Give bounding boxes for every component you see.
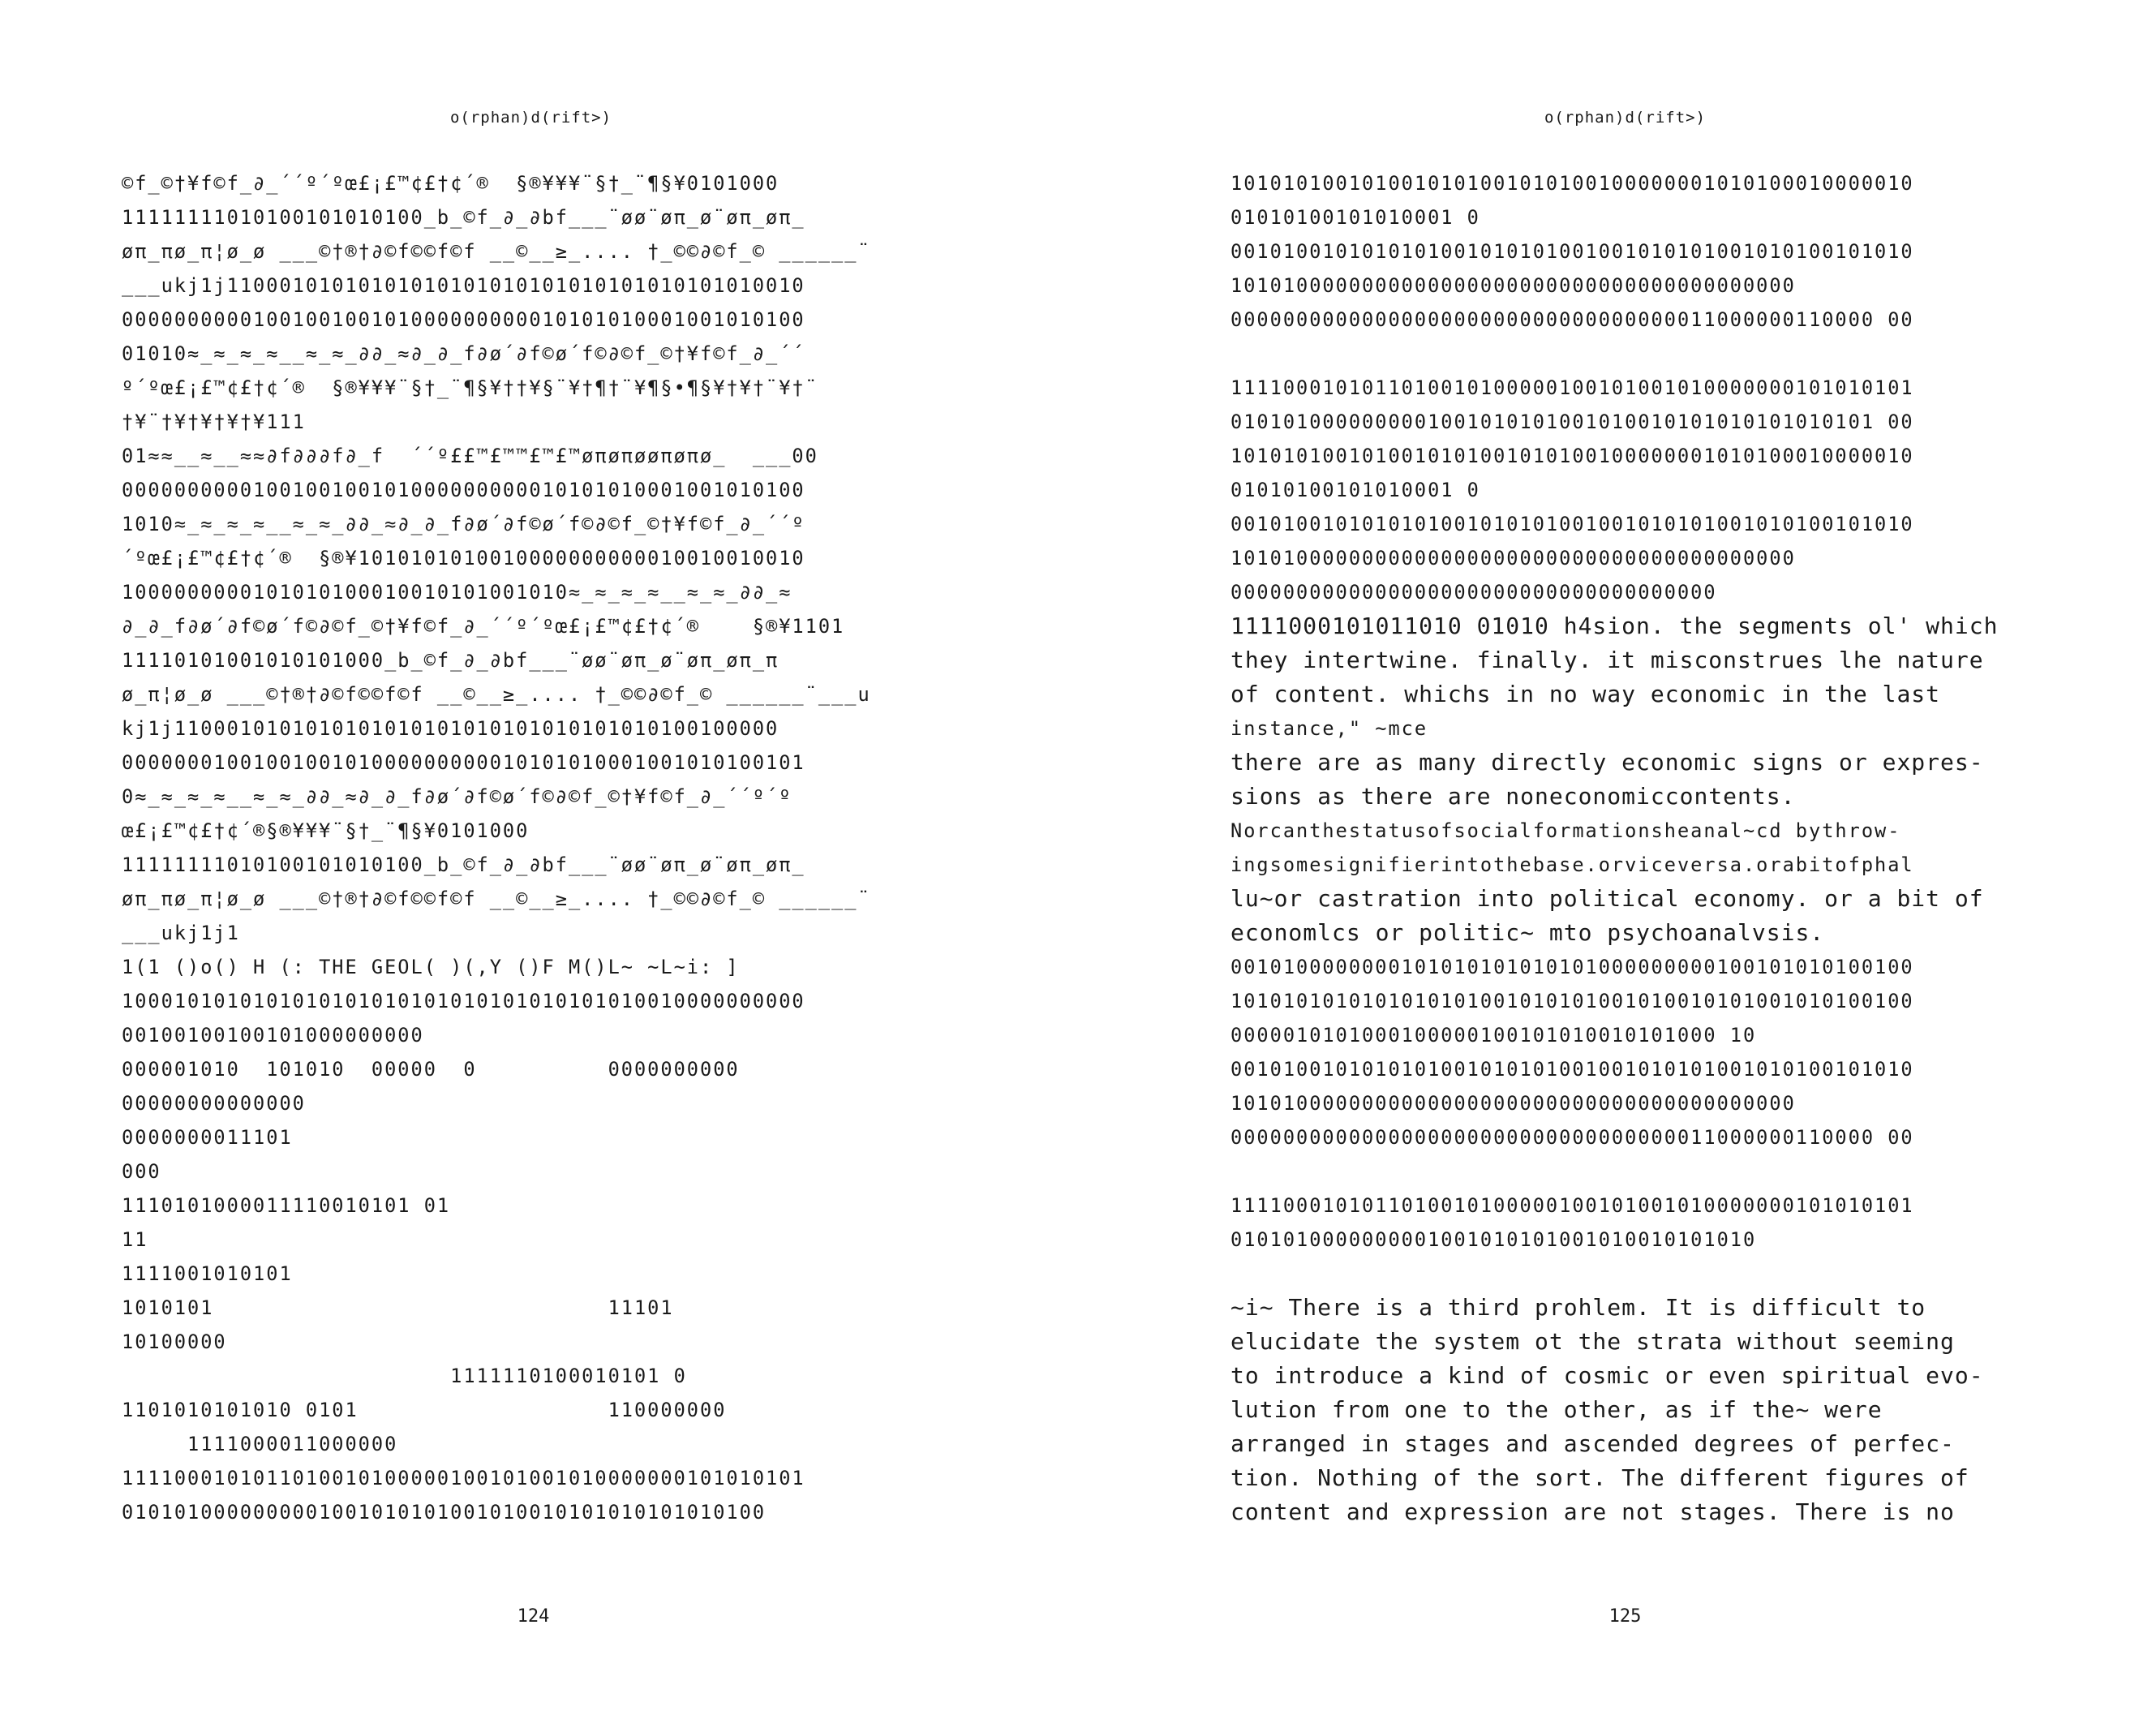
text-line: 000001010 101010 00000 0 0000000000 (122, 1058, 740, 1081)
text-line: ingsomesignifierintothebase.orviceversa.orabitofphal (1230, 853, 1914, 876)
text-line: 1000000000101010100010010101001010≈_≈_≈_≈__≈_≈_∂∂_≈ (122, 581, 792, 604)
text-line: content and expression are not stages. There is no (1230, 1498, 1955, 1525)
text-line: 1111110100010101 0 (122, 1365, 687, 1387)
text-line (1230, 337, 2066, 371)
text-line: 0000000000000000000000000000000000000 (1230, 581, 1717, 604)
text-line: arranged in stages and ascended degrees of perfec- (1230, 1430, 1955, 1457)
text-line: 0000010101000100000100101010010101000 10 (1230, 1024, 1757, 1047)
text-line: 1010100000000000000000000000000000000000000 (1230, 274, 1796, 297)
text-line: 1010101 11101 (122, 1296, 674, 1319)
text-line: œ£¡£™¢£†¢´®§®¥¥¥¨§†_¨¶§¥0101000 (122, 819, 530, 842)
text-line: 1010101001010010101001010100100000001010100010000010 (1230, 172, 1914, 195)
right-page (1078, 0, 2156, 1728)
page-number: 124 (517, 1606, 550, 1627)
text-line: 0010100101010101001010101001001010101001010100101010 (1230, 240, 1914, 263)
text-line: º´ºœ£¡£™¢£†¢´® §®¥¥¥¨§†_¨¶§¥††¥§¨¥†¶†¨¥¶§•¶§¥†¥†¨¥†¨ (122, 376, 818, 399)
text-line: 0101010000000001001010101001010010101010101010100 (122, 1501, 767, 1524)
text-line: 1010101001010010101001010100100000001010100010000010 (1230, 445, 1914, 467)
text-line: economlcs or politic~ mto psychoanalvsis. (1230, 919, 1825, 946)
running-head: o(rphan)d(rift>) (449, 109, 612, 127)
text-line: to introduce a kind of cosmic or even spiritual evo- (1230, 1362, 1984, 1389)
text-line: †¥¨†¥†¥†¥†¥111 (122, 411, 306, 433)
text-line: ∂_∂_f∂ø´∂f©ø´f©∂©f_©†¥f©f_∂_´´º´ºœ£¡£™¢£†¢´® §®¥1101 (122, 615, 845, 638)
text-line: 1010100000000000000000000000000000000000000 (1230, 547, 1796, 570)
text-line: 0≈_≈_≈_≈__≈_≈_∂∂_≈∂_∂_f∂ø´∂f©ø´f©∂©f_©†¥f©f_∂_´´º´º (122, 785, 792, 808)
text-line: tion. Nothing of the sort. The different figures of (1230, 1464, 1969, 1491)
text-line: 0000000000100100100101000000000010101010001001010100 (122, 479, 805, 501)
text-line: 1010≈_≈_≈_≈__≈_≈_∂∂_≈∂_∂_f∂ø´∂f©ø´f©∂©f_©†¥f©f_∂_´´º (122, 513, 805, 535)
text-line: 1010101010101010101001010101001010010101001010100100 (1230, 990, 1914, 1012)
text-line: 01010100101010001 0 (1230, 479, 1480, 501)
text-line: 1(1 ()o() H (: THE GEOL( )(,Y ()F M()L~ ~L~i: ] (122, 956, 740, 978)
text-line (1230, 1154, 2066, 1189)
text-line: 000 (122, 1160, 161, 1183)
text-line: 0010100101010101001010101001001010101001010100101010 (1230, 513, 1914, 535)
text-line: 11 (122, 1228, 148, 1251)
text-line: ___ukj1j1 (122, 922, 240, 944)
text-line: øπ_πø_π¦ø_ø ___©†®†∂©f©©f©f __©__≥_.... †_©©∂©f_© ______¨ (122, 240, 871, 263)
text-block (1230, 166, 2066, 1529)
text-line: elucidate the system ot the strata without seeming (1230, 1328, 1955, 1355)
text-line: 1010100000000000000000000000000000000000000 (1230, 1092, 1796, 1115)
text-line: 11111111010100101010100_b_©f_∂_∂bf___¨øø¨øπ_ø¨øπ_øπ_ (122, 206, 805, 229)
text-line: 10100000 (122, 1330, 227, 1353)
text-line: 0000000000000000000000000000000000011000000110000 00 (1230, 308, 1914, 331)
text-line: 01010100101010001 0 (1230, 206, 1480, 229)
text-line: 1111000011000000 (122, 1433, 398, 1455)
text-line: lu~or castration into political economy. or a bit of (1230, 885, 1984, 912)
text-line (1230, 1257, 2066, 1291)
text-line: 00100100100101000000000 (122, 1024, 424, 1047)
text-line: 11110101001010101000_b_©f_∂_∂bf___¨øø¨øπ_ø¨øπ_øπ_π (122, 649, 780, 672)
text-line: 0010100101010101001010101001001010101001010100101010 (1230, 1058, 1914, 1081)
text-line: 1111000101011010010100000100101001010000000101010101 (1230, 1194, 1914, 1217)
text-line: 1101010101010 0101 110000000 (122, 1399, 727, 1421)
text-line: sions as there are noneconomiccontents. (1230, 783, 1796, 810)
page-number: 125 (1608, 1606, 1642, 1627)
text-line: 1110101000011110010101 01 (122, 1194, 451, 1217)
text-line: of content. whichs in no way economic in the last (1230, 681, 1941, 707)
text-line: 00000000000000 (122, 1092, 306, 1115)
text-line: there are as many directly economic signs or expres- (1230, 749, 1984, 776)
text-line: instance," ~mce (1230, 717, 1428, 740)
text-line: 1111000101011010 01010 h4sion. the segments ol' which (1230, 613, 1999, 639)
running-head: o(rphan)d(rift>) (1544, 109, 1707, 127)
text-line: 1111000101011010010100000100101001010000000101010101 (122, 1467, 805, 1489)
text-line: 1000101010101010101010101010101010101010010000000000 (122, 990, 805, 1012)
text-line: 0000000011101 (122, 1126, 293, 1149)
text-line: 0010100000000101010101010101000000000100101010100100 (1230, 956, 1914, 978)
text-line: lution from one to the other, as if the~ were (1230, 1396, 1883, 1423)
text-line: ©f_©†¥f©f_∂_´´º´ºœ£¡£™¢£†¢´® §®¥¥¥¨§†_¨¶§¥0101000 (122, 172, 780, 195)
text-line: 01010≈_≈_≈_≈__≈_≈_∂∂_≈∂_∂_f∂ø´∂f©ø´f©∂©f_©†¥f©f_∂_´´ (122, 342, 805, 365)
text-line: they intertwine. finally. it misconstrues lhe nature (1230, 647, 1984, 673)
text-block (122, 166, 957, 1529)
text-line: Norcanthestatusofsocialformationsheanal~cd bythrow- (1230, 819, 1901, 842)
text-line: 0101010000000001001010101001010010101010101010101 00 (1230, 411, 1914, 433)
text-line: 11111111010100101010100_b_©f_∂_∂bf___¨øø¨øπ_ø¨øπ_øπ_ (122, 853, 805, 876)
text-line: ø_π¦ø_ø ___©†®†∂©f©©f©f __©__≥_.... †_©©∂©f_© ______¨___u (122, 683, 871, 706)
text-line: 0000000000100100100101000000000010101010001001010100 (122, 308, 805, 331)
text-line: ~i~ There is a third prohlem. It is difficult to (1230, 1294, 1926, 1321)
text-line: 0000000100100100101000000000010101010001001010100101 (122, 751, 805, 774)
text-line: 0000000000000000000000000000000000011000000110000 00 (1230, 1126, 1914, 1149)
text-line: 0101010000000001001010101001010010101010 (1230, 1228, 1757, 1251)
text-line: ´ºœ£¡£™¢£†¢´® §®¥1010101010010000000000010010010010 (122, 547, 805, 570)
text-line: 01≈≈__≈__≈≈∂f∂∂∂f∂_f ´´º££™£™™£™£™øπøπøøπøπø_ ___00 (122, 445, 818, 467)
text-line: øπ_πø_π¦ø_ø ___©†®†∂©f©©f©f __©__≥_.... †_©©∂©f_© ______¨ (122, 888, 871, 910)
text-line: 1111001010101 (122, 1262, 293, 1285)
text-line: kj1j1100010101010101010101010101010101010100100000 (122, 717, 780, 740)
text-line: ___ukj1j11000101010101010101010101010101010101010010 (122, 274, 805, 297)
text-line: 1111000101011010010100000100101001010000000101010101 (1230, 376, 1914, 399)
